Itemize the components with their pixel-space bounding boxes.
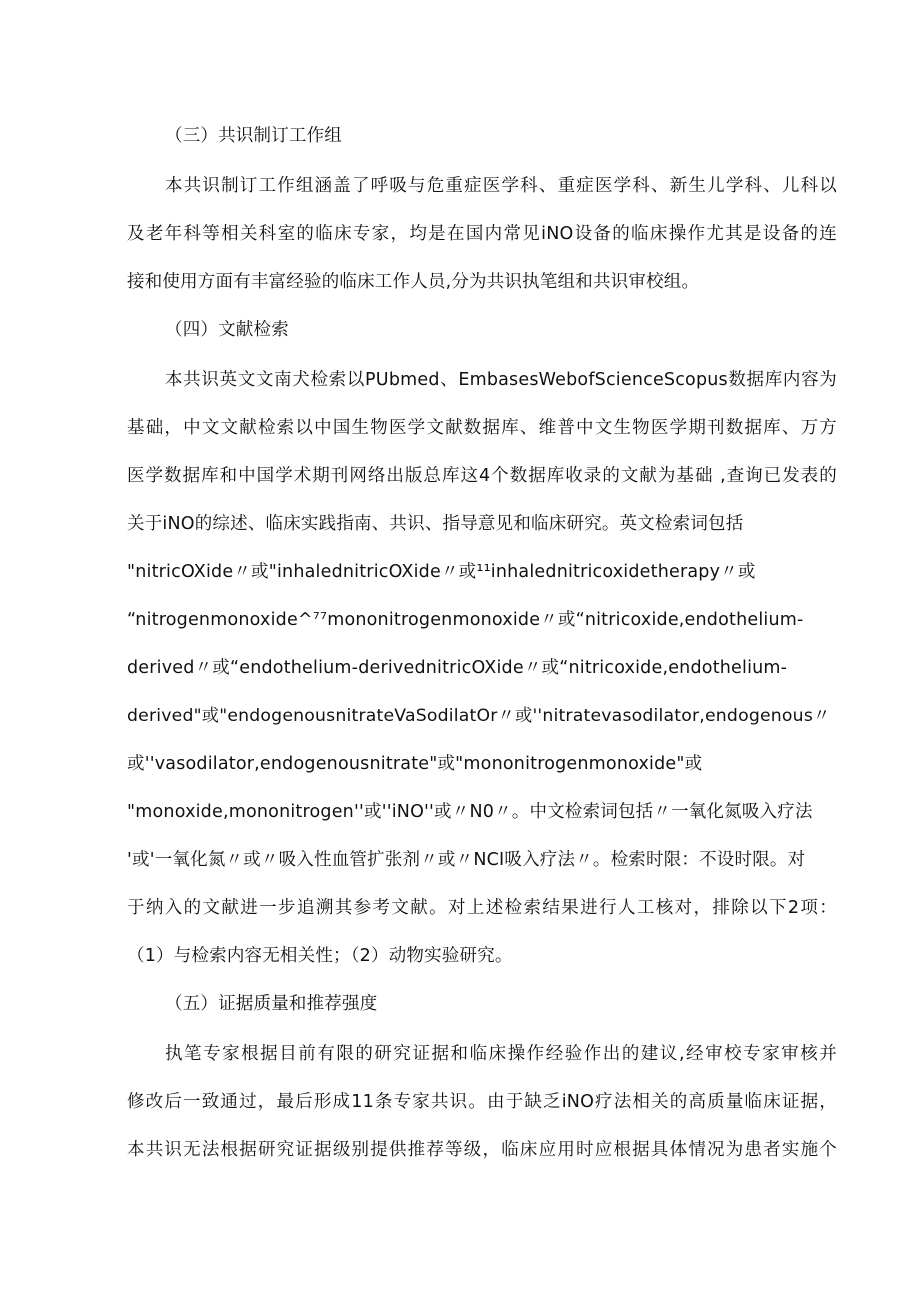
paragraph-line: “nitrogenmonoxide^⁷⁷mononitrogenmonoxide〃或“nitricoxide,endothelium- — [127, 610, 804, 630]
section-heading-evidence-quality: （五）证据质量和推荐强度 — [165, 994, 378, 1014]
section-heading-working-group: （三）共识制订工作组 — [165, 126, 342, 146]
paragraph-line: derived〃或“endothelium-derivednitricOXide〃或“nitricoxide,endothelium- — [127, 658, 788, 678]
paragraph-line: "nitricOXide〃或"inhalednitricOXide〃或¹¹inhalednitricoxidetherapy〃或 — [127, 562, 756, 582]
section-heading-literature-search: （四）文献检索 — [165, 320, 289, 340]
paragraph-line: '或'一氧化氮〃或〃吸入性血管扩张剂〃或〃NCI吸入疗法〃。检索时限：不设时限。对 — [127, 850, 806, 870]
paragraph-line: 医学数据库和中国学术期刊网络出版总库这4个数据库收录的文献为基础 ,查询已发表的 — [127, 466, 837, 486]
paragraph-line: derived"或"endogenousnitrateVaSodilatOr〃或''nitratevasodilator,endogenous〃 — [127, 706, 831, 726]
paragraph-line: 执笔专家根据目前有限的研究证据和临床操作经验作出的建议,经审校专家审核并 — [165, 1044, 837, 1064]
paragraph-line: 或''vasodilator,endogenousnitrate"或"mononitrogenmonoxide"或 — [127, 754, 703, 774]
paragraph-line: "monoxide,mononitrogen''或''iNO''或〃N0〃。中文检索词包括〃一氧化氮吸入疗法 — [127, 802, 813, 822]
paragraph-line: 关于iNO的综述、临床实践指南、共识、指导意见和临床研究。英文检索词包括 — [127, 514, 744, 534]
paragraph-line: （1）与检索内容无相关性；（2）动物实验研究。 — [127, 946, 513, 966]
paragraph-line: 本共识英文文南犬检索以PUbmed、EmbasesWebofScienceScopus数据库内容为 — [165, 370, 837, 390]
paragraph-line: 于纳入的文献进一步追溯其参考文献。对上述检索结果进行人工核对，排除以下2项： — [127, 898, 837, 918]
paragraph-line: 及老年科等相关科室的临床专家，均是在国内常见iNO设备的临床操作尤其是设备的连 — [127, 224, 837, 244]
paragraph-line: 接和使用方面有丰富经验的临床工作人员,分为共识执笔组和共识审校组。 — [127, 272, 700, 292]
paragraph-line: 修改后一致通过，最后形成11条专家共识。由于缺乏iNO疗法相关的高质量临床证据， — [127, 1092, 837, 1112]
paragraph-line: 本共识制订工作组涵盖了呼吸与危重症医学科、重症医学科、新生儿学科、儿科以 — [165, 176, 837, 196]
paragraph-line: 基础，中文文献检索以中国生物医学文献数据库、维普中文生物医学期刊数据库、万方 — [127, 418, 837, 438]
paragraph-line: 本共识无法根据研究证据级别提供推荐等级，临床应用时应根据具体情况为患者实施个 — [127, 1140, 837, 1160]
